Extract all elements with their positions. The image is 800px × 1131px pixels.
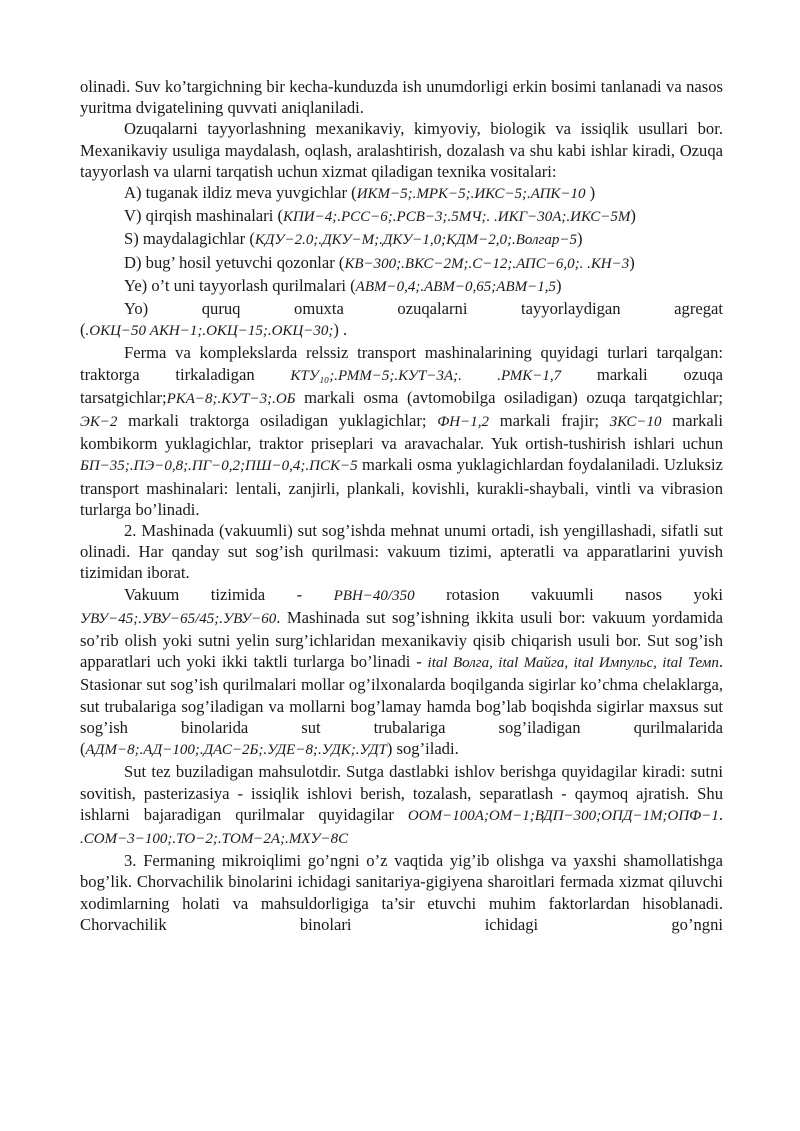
formula-text: ital Волга, ital Майга, ital Импульс, ital Темп — [427, 655, 719, 672]
paragraph-p10 — [80, 520, 723, 584]
body-text: ) — [556, 275, 562, 295]
formula-text: АДМ−8;.АД−100;.ДАС−2Б;.УДЕ−8;.УДК;.УДТ — [85, 742, 387, 759]
formula-text: ФН−1,2 — [437, 414, 489, 431]
body-text: markali kombikorm yuklagichlar, traktor priseplari va aravachalar. Yuk ortish-tushirish ishlari uchun — [80, 411, 723, 454]
formula-text: ИКМ−5;.МРК−5;.ИКС−5;.АПК−10 — [356, 186, 586, 203]
paragraph-p8 — [80, 298, 723, 342]
formula-text: ООМ−100А;ОМ−1;ВДП−300;ОПД−1М;ОПФ−1 — [407, 807, 719, 824]
formula-text: УВУ−45;.УВУ−65/45;.УВУ−60 — [80, 610, 277, 627]
paragraph-p2 — [80, 118, 723, 182]
formula-text: ЭК−2 — [80, 414, 118, 431]
body-text: S) maydalagichlar ( — [124, 229, 255, 249]
paragraph-p7 — [80, 275, 723, 298]
formula-text: КПИ−4;.РСС−6;.РСВ−3;.5МЧ;. .ИКГ−30А;.ИКС−5М — [283, 209, 631, 226]
body-text: markali osma (avtomobilga osiladigan) ozuqa tarqatgichlar; — [295, 387, 723, 407]
body-text: olinadi. Suv ko’targichning bir kecha-kunduzda ish unumdorligi erkin bosimi tanlanadi va nasos yuritma dvigatelining quvvati aniqlaniladi. — [80, 77, 723, 118]
body-text: ) — [629, 252, 635, 272]
body-text: Sut tez buziladigan mahsulotdir. Sutga dastlabki ishlov berishga quyidagilar kiradi: sutni sovitish, pasterizasiya - issiqlik ishlovi berish, tozalash, separatlash - qaymoq ajratish. Shu ishlarni bajaradigan qurilmalar quyidagilar — [80, 762, 723, 824]
body-text: rotasion vakuumli nasos yoki — [414, 584, 724, 604]
formula-text: КДУ−2.0;.ДКУ−М;.ДКУ−1,0;КДМ−2,0;.Волгар−5 — [254, 232, 578, 249]
body-text: markali ozuqa tarsatgichlar; — [80, 364, 723, 407]
body-text: Ye) o’t uni tayyorlash qurilmalari ( — [124, 275, 356, 295]
body-text: markali osma yuklagichlardan foydalaniladi. Uzluksiz transport mashinalari: lentali, zanjirli, plankali, kovishli, kurakli-shaybali, vintli va vibrasion turlarga bo’linadi. — [80, 455, 723, 519]
body-text: 3. Fermaning mikroiqlimi go’ngni o’z vaqtida yig’ib olishga va yaxshi shamollatishga bog’lik. Chorvachilik binolarini ichidagi sanitariya-gigiyena sharoitlari fermada xizmat qiluvchi xodimlarning holati va mahsuldorligiga ta’sir etuvchi muhim faktorlardan hisoblanadi. Chorvachilik binolari ichidagi go’ngni — [80, 851, 723, 934]
body-text: markali frajir; — [489, 411, 610, 431]
paragraph-p6 — [80, 252, 723, 275]
paragraph-p13 — [80, 827, 723, 850]
body-text: ) — [585, 183, 596, 203]
formula-text: ЗКС−10 — [609, 414, 662, 431]
body-text: . — [718, 804, 723, 824]
body-text: . Mashinada sut sog’ishning ikkita usuli bor: vakuum yordamida so’rib olish yoki sutni yelin surg’ichlaridan mexanikaviy qisib chiqarish usuli bor. Sut sog’ish apparatlari uch yoki ikki taktli turlarga bo’linadi - — [80, 607, 723, 672]
body-text: ) . — [333, 320, 348, 340]
body-text: V) qirqish mashinalari ( — [124, 206, 283, 226]
formula-text: РВН−40/350 — [333, 587, 415, 604]
body-text: markali traktorga osiladigan yuklagichlar; — [117, 411, 438, 431]
body-text: Ozuqalarni tayyorlashning mexanikaviy, kimyoviy, biologik va issiqlik usullari bor. Mexanikaviy usuliga maydalash, oqlash, aralashtirish, dozalash va shu kabi ishlar kiradi, Ozuqa tayyorlash va ularni tarqatish uchun xizmat qiladigan texnika vositalari: — [80, 119, 723, 181]
body-text: Ferma va komplekslarda relssiz transport mashinalarining quyidagi turlari tarqalgan: traktorga tirkaladigan — [80, 343, 723, 384]
paragraph-p4 — [80, 205, 723, 228]
formula-text: РКА−8;.КУТ−3;.ОБ — [166, 390, 296, 407]
body-text: ) — [630, 206, 636, 226]
paragraph-p3 — [80, 182, 723, 205]
paragraph-p1 — [80, 76, 723, 118]
body-text: Vakuum tizimida - — [124, 584, 334, 604]
paragraph-p12 — [80, 761, 723, 827]
body-text: ) sog’iladi. — [386, 739, 459, 759]
body-text: Yo) quruq omuxta ozuqalarni tayyorlaydigan agregat ( — [80, 299, 723, 340]
formula-text: КТУ₁₀;.РММ−5;.КУТ−3А;. .РМК−1,7 — [290, 367, 562, 384]
paragraph-p9 — [80, 342, 723, 520]
body-text: ) — [577, 229, 583, 249]
formula-text: КВ−300;.ВКС−2М;.С−12;.АПС−6,0;. .КН−3 — [344, 255, 630, 272]
paragraph-p5 — [80, 228, 723, 251]
body-text: A) tuganak ildiz meva yuvgichlar ( — [124, 183, 357, 203]
document-page — [80, 76, 723, 935]
body-text: D) bug’ hosil yetuvchi qozonlar ( — [124, 252, 345, 272]
paragraph-p11 — [80, 584, 723, 762]
formula-text: .ОКЦ−50 АКН−1;.ОКЦ−15;.ОКЦ−30; — [85, 323, 334, 340]
body-text: 2. Mashinada (vakuumli) sut sog’ishda mehnat unumi ortadi, ish yengillashadi, sifatli sut olinadi. Har qanday sut sog’ish qurilmasi: vakuum tizimi, apteratli va apparatlarini yuvish tizimidan iborat. — [80, 521, 723, 583]
formula-text: .СОМ−3−100;.ТО−2;.ТОМ−2А;.МХУ−8С — [80, 830, 349, 847]
paragraph-p14 — [80, 850, 723, 935]
formula-text: БП−35;.ПЭ−0,8;.ПГ−0,2;ПШ−0,4;.ПСК−5 — [80, 458, 358, 475]
body-text: . Stasionar sut sog’ish qurilmalari mollar og’ilxonalarda boqilganda sigirlar ko’chma chelaklarga, sut trubalariga sog’iladigan va mollarni bog’lamay hamda bog’lab boqishda sigirlar maxsus sut sog’ish binolarida sut trubalariga sog’iladigan qurilmalarida ( — [80, 652, 724, 759]
formula-text: АВМ−0,4;.АВМ−0,65;АВМ−1,5 — [355, 278, 556, 295]
